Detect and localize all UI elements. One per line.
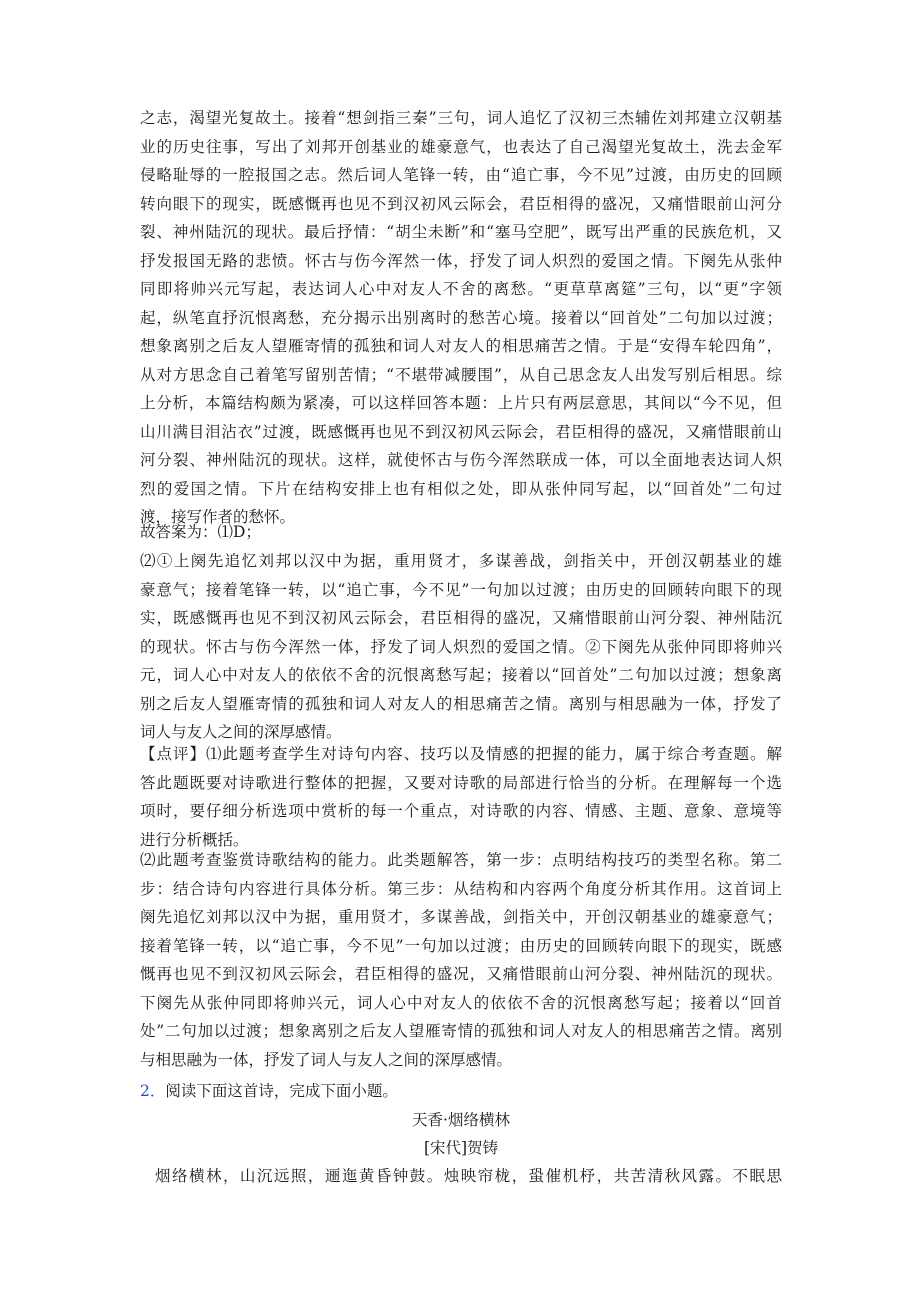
comment2-line: 步：结合诗句内容进行具体分析。第三步：从结构和内容两个角度分析其作用。这首词上 [140,879,782,898]
comment-line: 进行分析概括。 [140,830,249,849]
poem-first-line: 烟络横林，山沉远照，逦迤黄昏钟鼓。烛映帘栊，蛩催机杼，共苦清秋风露。不眠思 [155,1167,782,1185]
question-number: 2． [140,1082,166,1100]
answer2-line: 别之后友人望雁寄情的孤独和词人对友人的相思痛苦之情。离别与相思融为一体，抒发了 [140,694,782,713]
answer-part2-paragraph [140,547,782,747]
comment-part2-paragraph [140,846,782,1074]
analysis-line: 渡，接写作者的愁怀。 [140,508,296,526]
analysis-line: 河分裂、神州陆沉的现状。这样，就使怀古与伤今浑然联成一体，可以全面地表达词人炽 [140,451,782,469]
comment-line: 答此题既要对诗歌进行整体的把握，又要对诗歌的局部进行恰当的分析。在理解每一个选 [140,773,782,792]
answer2-line: 实，既感慨再也见不到汉初风云际会，君臣相得的盛况，又痛惜眼前山河分裂、神州陆沉 [140,609,782,627]
analysis-line: 侵略耻辱的一腔报国之志。然后词人笔锋一转，由“追亡事，今不见”过渡，由历史的回顾 [140,166,782,184]
answer2-line: 的现状。怀古与伤今浑然一体，抒发了词人炽烈的爱国之情。②下阕先从张仲同即将帅兴 [140,637,782,656]
answer-text: 故答案为：⑴D； [140,523,261,541]
comment-line: 【点评】⑴此题考查学生对诗句内容、技巧以及情感的把握的能力，属于综合考查题。解 [140,745,782,763]
analysis-line: 烈的爱国之情。下片在结构安排上也有相似之处，即从张仲同写起，以“回首处”二句过 [140,479,782,498]
question-text: 阅读下面这首诗，完成下面小题。 [165,1082,398,1100]
comment2-line: 与相思融为一体，抒发了词人与友人之间的深厚感情。 [140,1050,513,1069]
poem-author: [宋代]贺铸 [423,1139,499,1157]
analysis-line: 抒发报国无路的悲愤。怀古与伤今浑然一体，抒发了词人炽烈的爱国之情。下阕先从张仲 [140,251,782,270]
comment2-line: 处”二句加以过渡；想象离别之后友人望雁寄情的孤独和词人对友人的相思痛苦之情。离别 [140,1022,782,1040]
comment2-line: ⑵此题考查鉴赏诗歌结构的能力。此类题解答，第一步：点明结构技巧的类型名称。第二 [140,851,782,869]
poem-title: 天香·烟络横林 [412,1111,510,1129]
comment2-line: 阕先追忆刘邦以汉中为据，重用贤才，多谋善战，剑指关中，开创汉朝基业的雄豪意气； [140,908,782,926]
comment2-line: 下阕先从张仲同即将帅兴元，词人心中对友人的依依不舍的沉恨离愁写起；接着以“回首 [140,993,782,1012]
analysis-line: 同即将帅兴元写起，表达词人心中对友人不舍的离愁。“更草草离筵”三句，以“更”字领 [140,280,782,298]
analysis-line: 从对方思念自己着笔写留别苦情；“不堪带减腰围”，从自己思念友人出发写别后相思。综 [140,365,782,384]
answer2-line: 元，词人心中对友人的依依不舍的沉恨离愁写起；接着以“回首处”二句加以过渡；想象离 [140,666,782,684]
analysis-line: 想象离别之后友人望雁寄情的孤独和词人对友人的相思痛苦之情。于是“安得车轮四角”， [140,337,782,355]
analysis-line: 转向眼下的现实，既感慨再也见不到汉初风云际会，君臣相得的盛况，又痛惜眼前山河分 [140,194,782,213]
poem-body [140,1162,782,1191]
analysis-line: 上分析，本篇结构颇为紧凑，可以这样回答本题：上片只有两层意思，其间以“今不见，但 [140,394,782,412]
analysis-line: 业的历史往事，写出了刘邦开创基业的雄豪意气，也表达了自己渴望光复故土，洗去金军 [140,137,782,156]
answer2-line: 词人与友人之间的深厚感情。 [140,723,342,741]
analysis-line: 之志，渴望光复故土。接着“想剑指三秦”三句，词人追忆了汉初三杰辅佐刘邦建立汉朝基 [140,109,782,127]
comment-line: 项时，要仔细分析选项中赏析的每一个重点，对诗歌的内容、情感、主题、意象、意境等 [140,802,782,820]
comment2-line: 接着笔锋一转，以“追亡事，今不见”一句加以过渡；由历史的回顾转向眼下的现实，既感 [140,936,782,955]
answer2-line: 豪意气；接着笔锋一转，以“追亡事，今不见”一句加以过渡；由历史的回顾转向眼下的现 [140,580,782,599]
comment2-line: 慨再也见不到汉初风云际会，君臣相得的盛况，又痛惜眼前山河分裂、神州陆沉的现状。 [140,965,782,983]
answer2-line: ⑵①上阕先追忆刘邦以汉中为据，重用贤才，多谋善战，剑指关中，开创汉朝基业的雄 [140,552,782,570]
analysis-paragraph [140,104,782,532]
question-line [140,1077,782,1106]
analysis-line: 山川满目泪沾衣”过渡，既感慨再也见不到汉初风云际会，君臣相得的盛况，又痛惜眼前山 [140,422,782,441]
answer-line [140,518,782,547]
analysis-line: 裂、神州陆沉的现状。最后抒情：“胡尘未断”和“塞马空肥”，既写出严重的民族危机，又 [140,223,782,241]
comment-paragraph [140,740,782,854]
analysis-line: 起，纵笔直抒沉恨离愁，充分揭示出别离时的愁苦心境。接着以“回首处”二句加以过渡； [140,308,782,327]
